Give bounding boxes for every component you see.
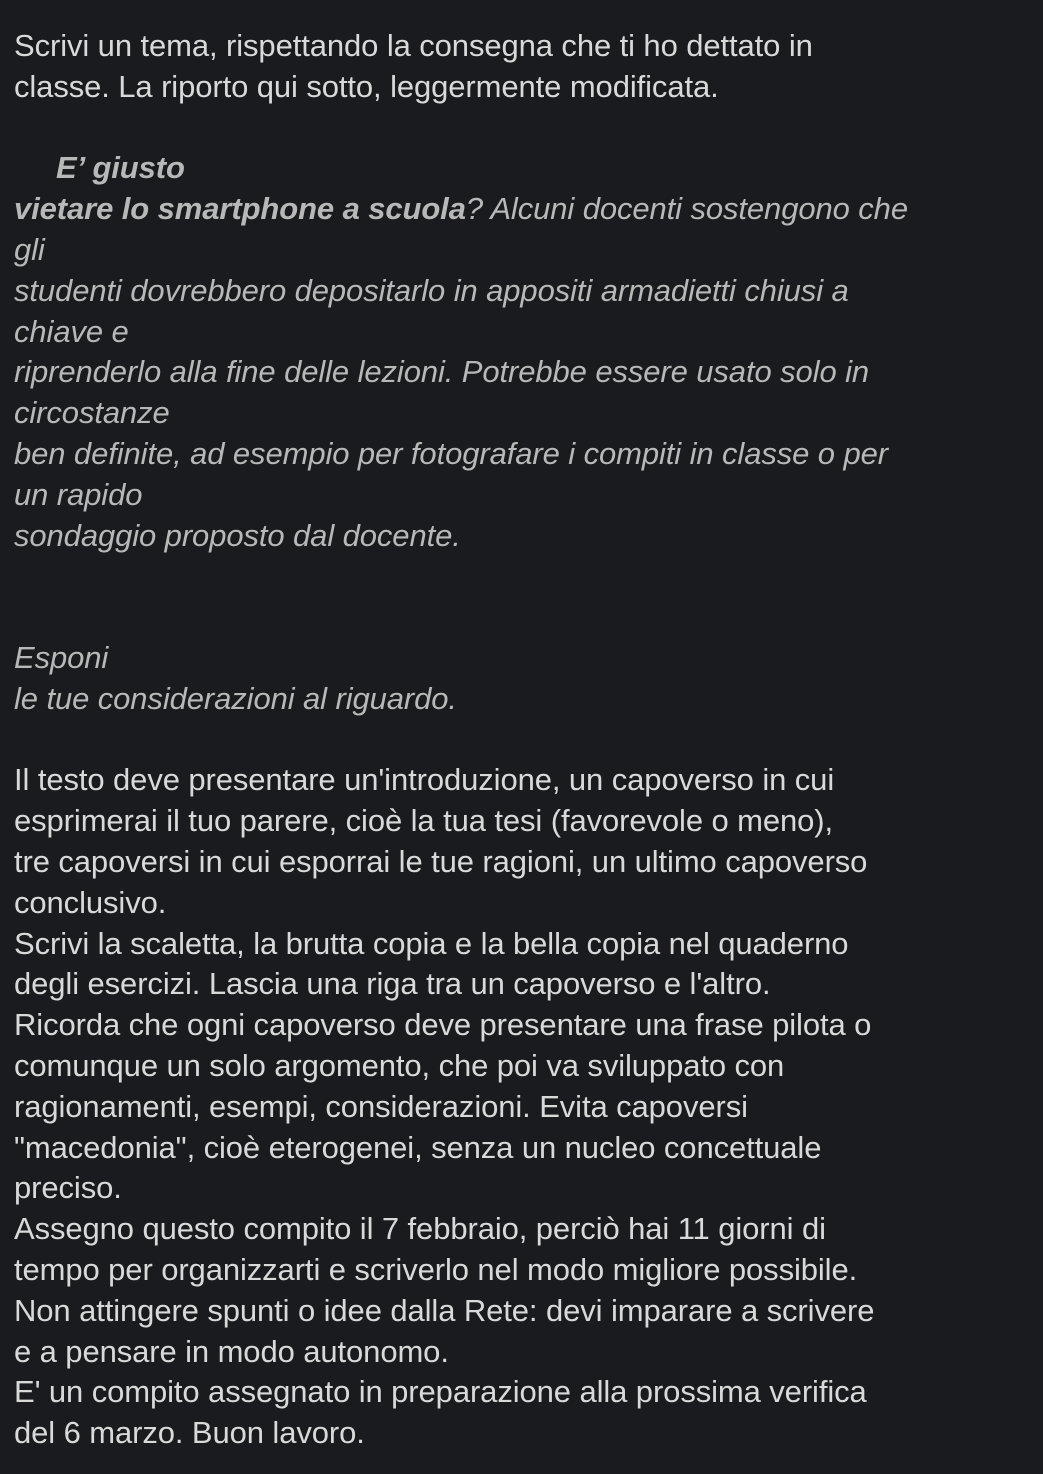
- expose-line: Esponi: [14, 639, 109, 675]
- prompt-line: circostanze: [14, 395, 170, 431]
- instruction-line: e a pensare in modo autonomo.: [14, 1333, 449, 1369]
- instruction-line: Assegno questo compito il 7 febbraio, perciò hai 11 giorni di: [14, 1211, 826, 1247]
- instruction-line: Scrivi la scaletta, la brutta copia e la bella copia nel quaderno: [14, 925, 849, 961]
- prompt-line: riprenderlo alla fine delle lezioni. Potrebbe essere usato solo in: [14, 354, 870, 390]
- instruction-line: Il testo deve presentare un'introduzione, un capoverso in cui: [14, 762, 835, 798]
- expose-paragraph: [14, 638, 1024, 720]
- instruction-line: comunque un solo argomento, che poi va sviluppato con: [14, 1047, 785, 1083]
- instruction-line: del 6 marzo. Buon lavoro.: [14, 1415, 365, 1451]
- instruction-line: conclusivo.: [14, 884, 167, 920]
- instruction-line: esprimerai il tuo parere, cioè la tua tesi (favorevole o meno),: [14, 803, 834, 839]
- instruction-line: E' un compito assegnato in preparazione alla prossima verifica: [14, 1374, 867, 1410]
- prompt-text: ? Alcuni docenti sostengono che: [465, 191, 908, 227]
- prompt-line: un rapido: [14, 476, 143, 512]
- intro-paragraph: [14, 26, 1024, 108]
- instruction-line: tre capoversi in cui esporrai le tue ragioni, un ultimo capoverso: [14, 843, 868, 879]
- instruction-line: degli esercizi. Lascia una riga tra un capoverso e l'altro.: [14, 966, 771, 1002]
- prompt-bold-phrase: vietare lo smartphone a scuola: [14, 191, 466, 227]
- prompt-question-line: [14, 189, 1024, 230]
- prompt-line: ben definite, ad esempio per fotografare i compiti in classe o per: [14, 435, 888, 471]
- prompt-line: sondaggio proposto dal docente.: [14, 517, 461, 553]
- prompt-line: chiave e: [14, 313, 129, 349]
- prompt-line: gli: [14, 231, 45, 267]
- instruction-line: Ricorda che ogni capoverso deve presentare una frase pilota o: [14, 1007, 872, 1043]
- intro-line: Scrivi un tema, rispettando la consegna che ti ho dettato in: [14, 28, 813, 63]
- instructions-paragraph: [14, 760, 1024, 1454]
- expose-line: le tue considerazioni al riguardo.: [14, 680, 457, 716]
- prompt-title: E’ giusto: [56, 150, 185, 186]
- instruction-line: Non attingere spunti o idee dalla Rete: devi imparare a scrivere: [14, 1292, 875, 1328]
- instruction-line: preciso.: [14, 1170, 122, 1206]
- prompt-line: studenti dovrebbero depositarlo in appositi armadietti chiusi a: [14, 272, 849, 308]
- intro-line: classe. La riporto qui sotto, leggermente modificata.: [14, 68, 719, 104]
- assignment-text: [14, 26, 1024, 1454]
- instruction-line: tempo per organizzarti e scriverlo nel modo migliore possibile.: [14, 1251, 858, 1287]
- prompt-paragraph: [14, 148, 1024, 556]
- instruction-line: "macedonia", cioè eterogenei, senza un nucleo concettuale: [14, 1129, 822, 1165]
- instruction-line: ragionamenti, esempi, considerazioni. Evita capoversi: [14, 1088, 748, 1124]
